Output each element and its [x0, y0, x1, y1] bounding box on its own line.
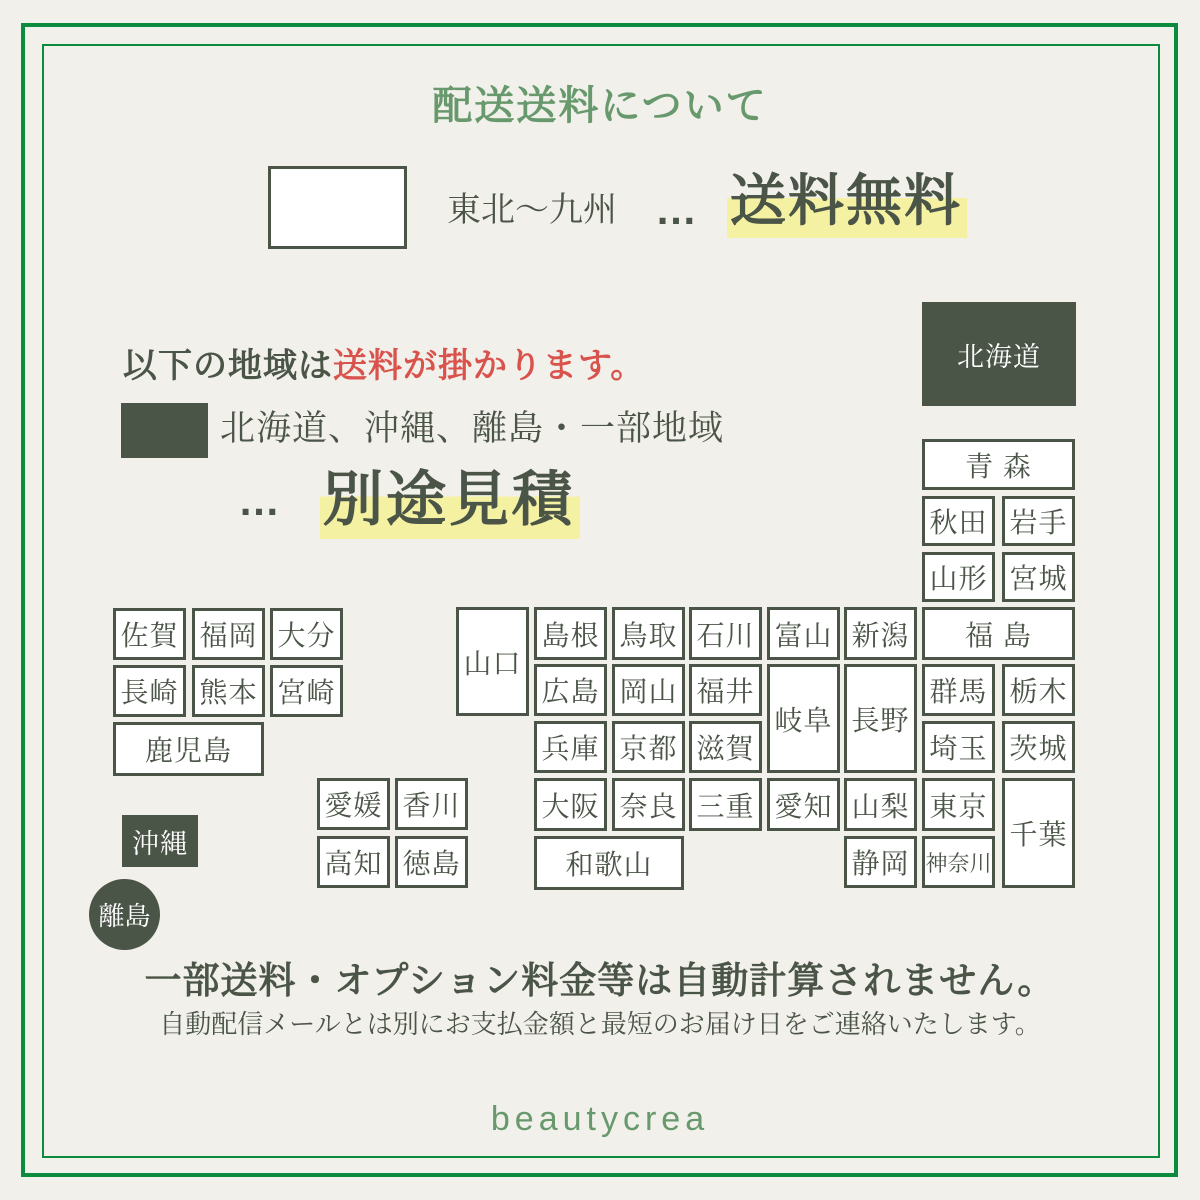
prefecture-label: 秋田: [929, 507, 988, 538]
brand-logo: beautycrea: [490, 1100, 710, 1138]
note-prefix: 以下の地域は: [123, 347, 333, 385]
prefecture-label: 宮崎: [277, 677, 336, 708]
prefecture-label: 大阪: [541, 790, 600, 822]
prefecture-label: 山口: [463, 647, 522, 679]
prefecture-label: 徳島: [402, 848, 461, 879]
prefecture-label: 佐賀: [120, 620, 179, 651]
prefecture-box: [270, 608, 343, 660]
prefecture-label: 鳥取: [619, 619, 678, 651]
prefecture-label: 東京: [929, 790, 988, 822]
prefecture-label: 新潟: [851, 619, 910, 651]
free-shipping-highlight: 送料無料: [727, 169, 967, 238]
prefecture-box: [1002, 664, 1075, 716]
prefecture-box: [317, 836, 390, 888]
prefecture-label: 千葉: [1009, 819, 1068, 850]
prefecture-box: [689, 664, 762, 716]
free-row-dots: …: [655, 186, 699, 233]
prefecture-box: [192, 608, 265, 660]
prefecture-label: 熊本: [199, 677, 258, 708]
prefecture-box: [844, 778, 917, 831]
prefecture-box: [89, 879, 160, 950]
prefecture-box: [534, 721, 607, 773]
prefecture-box: [922, 439, 1075, 490]
prefecture-box: [612, 778, 685, 831]
prefecture-box: [534, 664, 607, 716]
prefecture-label: 岩手: [1009, 507, 1068, 538]
prefecture-box: [113, 665, 186, 717]
prefecture-box: [1002, 778, 1075, 888]
prefecture-label: 長野: [851, 704, 910, 736]
prefecture-box: [113, 608, 186, 660]
prefecture-label: 滋賀: [696, 733, 755, 764]
prefecture-label: 和歌山: [565, 849, 653, 880]
prefecture-box: [922, 302, 1076, 406]
prefecture-box: [534, 836, 684, 890]
prefecture-box: [192, 665, 265, 717]
page-title: 配送送料について: [432, 84, 768, 128]
prefecture-label: 三重: [696, 790, 755, 822]
prefecture-box: [122, 815, 198, 867]
prefecture-label: 愛媛: [324, 790, 383, 821]
prefecture-label: 福岡: [199, 620, 258, 651]
prefecture-label: 茨城: [1009, 733, 1068, 764]
prefecture-box: [767, 778, 840, 831]
prefecture-label: 神奈川: [925, 850, 992, 876]
prefecture-label: 兵庫: [541, 733, 600, 764]
prefecture-box: [456, 607, 529, 716]
prefecture-box: [612, 721, 685, 773]
prefecture-box: [922, 664, 995, 716]
prefecture-box: [1002, 496, 1075, 546]
paid-region-label: 北海道、沖縄、離島・一部地域: [220, 409, 725, 448]
prefecture-box: [113, 722, 264, 776]
paid-shipping-highlight: 別途見積: [320, 466, 580, 539]
prefecture-label: 広島: [541, 676, 600, 707]
prefecture-label: 奈良: [619, 790, 678, 822]
prefecture-label: 京都: [619, 733, 678, 764]
prefecture-label: 群馬: [929, 676, 988, 707]
prefecture-label: 静岡: [851, 848, 910, 879]
prefecture-label: 富山: [774, 619, 833, 651]
prefecture-box: [922, 552, 995, 602]
prefecture-box: [317, 778, 390, 830]
prefecture-box: [689, 778, 762, 831]
prefecture-box: [612, 664, 685, 716]
notice-small: 自動配信メールとは別にお支払金額と最短のお届け日をご連絡いたします。: [159, 1009, 1041, 1039]
prefecture-label: 香川: [402, 790, 461, 821]
prefecture-box: [922, 721, 995, 773]
prefecture-label: 大分: [277, 620, 336, 651]
prefecture-label: 高知: [324, 848, 383, 879]
notice-bold: 一部送料・オプション料金等は自動計算されません。: [144, 960, 1056, 1001]
prefecture-label: 福井: [696, 676, 755, 707]
prefecture-label: 愛知: [774, 790, 833, 822]
prefecture-label: 鹿児島: [144, 735, 232, 766]
prefecture-box: [612, 607, 685, 660]
prefecture-label: 離島: [98, 901, 151, 931]
prefecture-box: [844, 607, 917, 660]
prefecture-box: [534, 607, 607, 660]
prefecture-box: [395, 836, 468, 888]
prefecture-box: [767, 664, 840, 773]
prefecture-label: 長崎: [120, 677, 179, 708]
paid-row-dots: …: [238, 477, 282, 524]
free-region-label: 東北〜九州: [447, 191, 617, 229]
prefecture-label: 宮城: [1009, 563, 1068, 594]
prefecture-box: [844, 664, 917, 773]
prefecture-label: 山形: [929, 563, 988, 594]
prefecture-box: [534, 778, 607, 831]
prefecture-label: 石川: [696, 619, 755, 651]
prefecture-label: 山梨: [851, 790, 910, 822]
prefecture-label: 青 森: [965, 450, 1032, 482]
prefecture-box: [689, 721, 762, 773]
prefecture-box: [1002, 552, 1075, 602]
prefecture-box: [767, 607, 840, 660]
prefecture-box: [844, 836, 917, 888]
prefecture-label: 島根: [541, 619, 600, 651]
prefecture-box: [270, 665, 343, 717]
prefecture-box: [1002, 721, 1075, 773]
prefecture-label: 埼玉: [929, 733, 988, 764]
prefecture-box: [922, 778, 995, 831]
prefecture-box: [689, 607, 762, 660]
prefecture-box: [922, 496, 995, 546]
prefecture-label: 沖縄: [132, 828, 188, 859]
prefecture-label: 岐阜: [774, 704, 833, 736]
note-emphasis: 送料が掛かります。: [333, 347, 646, 385]
prefecture-box: [922, 607, 1075, 660]
prefecture-label: 福 島: [965, 619, 1032, 651]
prefecture-label: 岡山: [619, 676, 678, 707]
prefecture-box: [395, 778, 468, 830]
prefecture-label: 北海道: [957, 341, 1041, 372]
prefecture-box: [922, 836, 995, 888]
prefecture-label: 栃木: [1009, 676, 1068, 707]
